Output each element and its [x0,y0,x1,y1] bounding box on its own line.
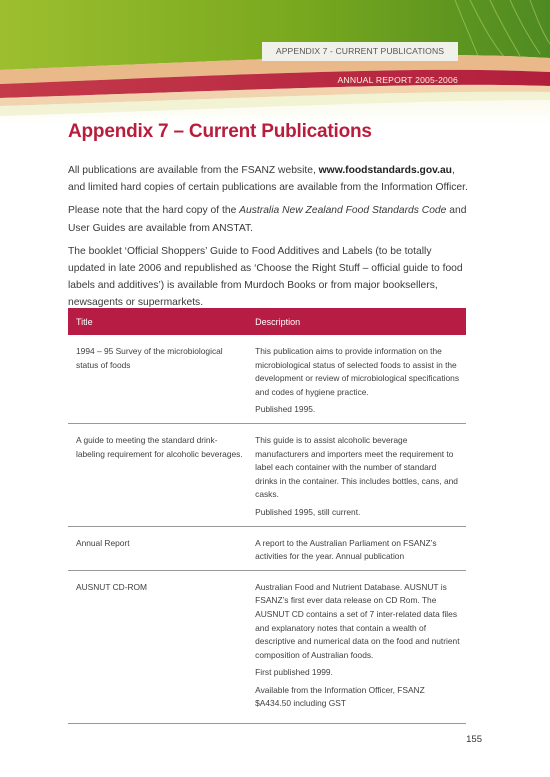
publication-note: Published 1995. [255,404,316,415]
intro-paragraph-code [68,202,470,236]
page-title: Appendix 7 – Current Publications [68,121,372,142]
description-text: A report to the Australian Parliament on FSANZ’s activities for the year. Annual publication [255,537,437,562]
publication-description [249,526,466,570]
food-standards-code-title: Australia New Zealand Food Standards Code [239,205,447,217]
publication-description [249,570,466,723]
banner-graphic [0,0,550,125]
publication-title: AUSNUT CD-ROM [68,570,249,723]
header-banner [0,0,550,125]
report-label: ANNUAL REPORT 2005-2006 [337,75,458,85]
publication-description [249,423,466,526]
description-text: This guide is to assist alcoholic beverage manufacturers and importers meet the requirement to label each container with the number of standard drinks in the container. This includes bottles, cans, and casks. [255,434,458,500]
publication-availability: Available from the Information Officer, FSANZ $A434.50 including GST [255,684,425,709]
website-link[interactable]: www.foodstandards.gov.au [318,165,452,176]
table-row [68,526,466,570]
table-row [68,423,466,526]
description-text: This publication aims to provide information on the microbiological status of selected foods to assist in the development or review of microbiological specifications and codes of hygiene practice. [255,346,460,397]
publication-note: First published 1999. [255,667,333,678]
intro-p2-after: and User Guides are available from ANSTAT. [68,205,467,234]
publication-title: Annual Report [68,526,249,570]
column-header-title: Title [68,308,249,335]
column-header-description: Description [249,308,466,335]
intro-p2-before: Please note that the hard copy of the [68,205,240,217]
section-tab: APPENDIX 7 - CURRENT PUBLICATIONS [262,42,458,61]
intro-p1-before: All publications are available from the FSANZ website, [68,165,319,176]
publication-description [249,335,466,423]
intro-paragraph-website [68,162,470,196]
page-number: 155 [466,734,482,745]
table-row [68,335,466,423]
intro-p1-after: , and limited hard copies of certain publications are available from the Information Officer. [68,165,468,194]
publication-note: Published 1995, still current. [255,506,361,517]
publications-table [68,308,466,724]
description-text: Australian Food and Nutrient Database. AUSNUT is FSANZ’s first ever data release on CD Rom. The AUSNUT CD contains a set of 7 inter-related data files and explanatory notes that contain a wealth of descriptive and numerical data on the food and nutrient composition of Australian foods. [255,581,460,660]
publication-title: A guide to meeting the standard drink-labeling requirement for alcoholic beverages. [68,423,249,526]
publication-title: 1994 – 95 Survey of the microbiological status of foods [68,335,249,423]
intro-paragraph-booklet: The booklet ‘Official Shoppers’ Guide to Food Additives and Labels (to be totally updated in late 2006 and republished as ‘Choose the Right Stuff – official guide to food labels and additives’) is available from Murdoch Books or from major booksellers, newsagents or supermarkets. [68,245,463,309]
intro-text [68,162,470,318]
table-row [68,570,466,723]
table-header-row [68,308,466,335]
